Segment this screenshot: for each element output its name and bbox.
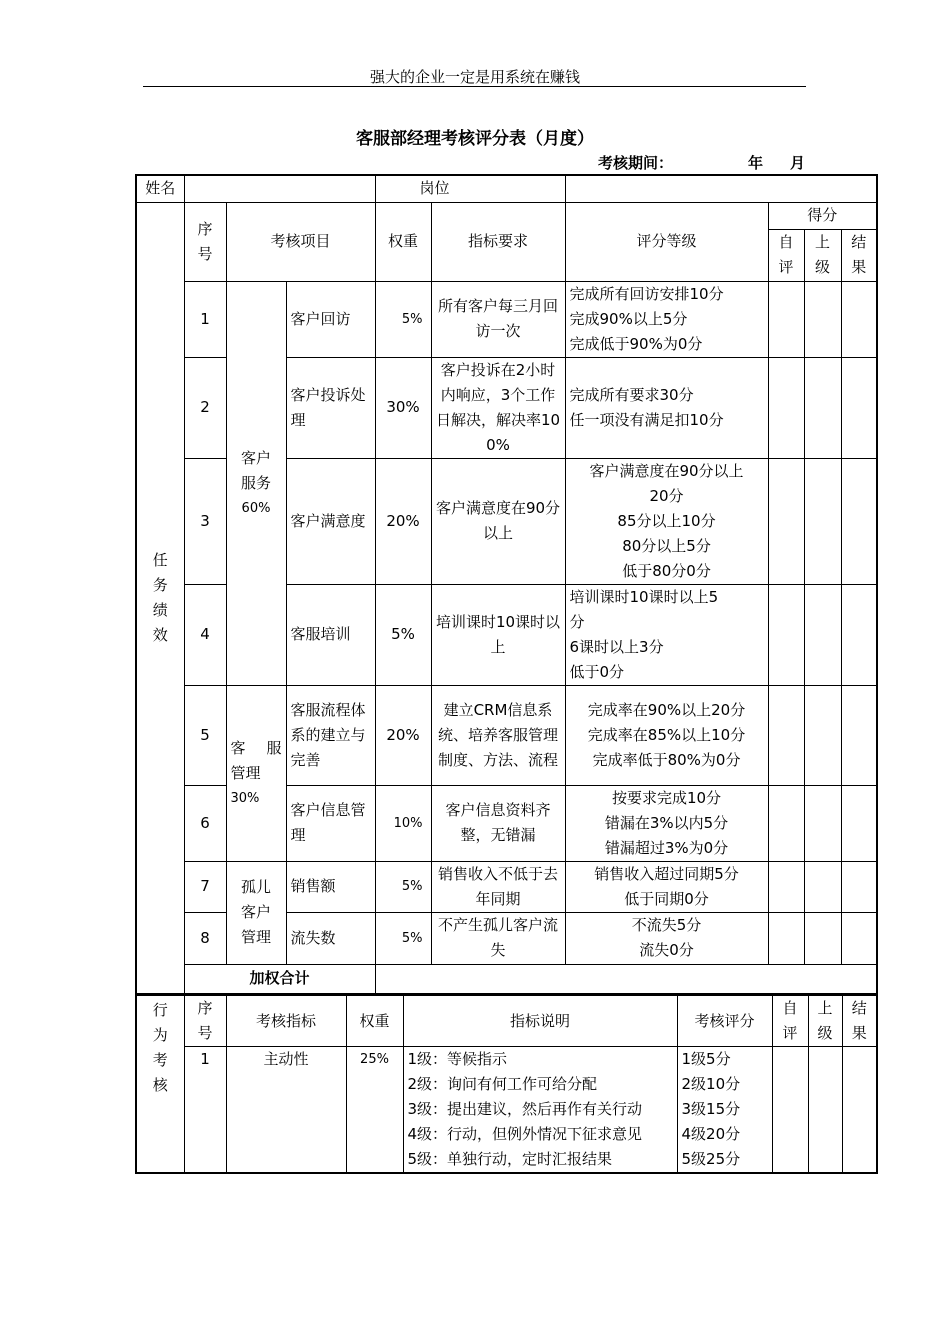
supervisor-cell[interactable] xyxy=(804,785,841,861)
grade-header: 评分等级 xyxy=(565,202,768,281)
row-weight: 5% xyxy=(375,912,431,964)
row-item: 流失数 xyxy=(286,912,375,964)
name-field[interactable] xyxy=(184,175,375,202)
row-grade: 培训课时10课时以上5 分 6课时以上3分 低于0分 xyxy=(565,584,768,685)
row-weight: 10% xyxy=(375,785,431,861)
requirement-header: 指标要求 xyxy=(431,202,565,281)
result-cell[interactable] xyxy=(841,685,877,785)
period-month: 月 xyxy=(790,154,806,172)
supervisor-cell[interactable] xyxy=(804,861,841,912)
page-header-text: 强大的企业一定是用系统在赚钱 xyxy=(369,68,580,86)
row-item: 客户回访 xyxy=(286,281,375,357)
result-cell[interactable] xyxy=(841,785,877,861)
seq-header: 序 号 xyxy=(184,996,226,1047)
row-seq: 8 xyxy=(184,912,226,964)
supervisor-header: 上 级 xyxy=(804,229,841,281)
row-grade: 完成所有要求30分 任一项没有满足扣10分 xyxy=(565,357,768,458)
header-divider xyxy=(143,86,806,87)
table-row xyxy=(136,1047,877,1174)
supervisor-header: 上 级 xyxy=(808,996,842,1047)
behavior-section-label: 行 为 考 核 xyxy=(136,996,184,1174)
row-requirement: 客户满意度在90分以上 xyxy=(431,458,565,584)
result-header: 结 果 xyxy=(842,996,877,1047)
row-description: 1级：等候指示 2级：询问有何工作可给分配 3级：提出建议，然后再作有关行动 4级：行动，但例外情况下征求意见 5级：单独行动，定时汇报结果 xyxy=(403,1047,677,1174)
result-cell[interactable] xyxy=(841,281,877,357)
row-item: 客户满意度 xyxy=(286,458,375,584)
table-row xyxy=(136,685,877,785)
period-year: 年 xyxy=(748,154,764,172)
row-seq: 6 xyxy=(184,785,226,861)
row-weight: 30% xyxy=(375,357,431,458)
result-cell[interactable] xyxy=(841,458,877,584)
row-grade: 完成率在90%以上20分 完成率在85%以上10分 完成率低于80%为0分 xyxy=(565,685,768,785)
table-row xyxy=(136,861,877,912)
row-item: 客服培训 xyxy=(286,584,375,685)
row-seq: 5 xyxy=(184,685,226,785)
row-item: 客服流程体系的建立与完善 xyxy=(286,685,375,785)
self-eval-cell[interactable] xyxy=(768,912,804,964)
supervisor-cell[interactable] xyxy=(804,458,841,584)
row-requirement: 客户投诉在2小时内响应，3个工作日解决，解决率100% xyxy=(431,357,565,458)
row-weight: 25% xyxy=(346,1047,403,1174)
row-weight: 5% xyxy=(375,281,431,357)
self-eval-cell[interactable] xyxy=(768,685,804,785)
row-requirement: 所有客户每三月回访一次 xyxy=(431,281,565,357)
row-requirement: 销售收入不低于去年同期 xyxy=(431,861,565,912)
indicator-header: 考核指标 xyxy=(226,996,346,1047)
row-requirement: 建立CRM信息系统、培养客服管理制度、方法、流程 xyxy=(431,685,565,785)
result-cell[interactable] xyxy=(841,357,877,458)
row-weight: 5% xyxy=(375,861,431,912)
supervisor-cell[interactable] xyxy=(804,912,841,964)
post-label: 岗位 xyxy=(375,175,565,202)
weighted-total-label: 加权合计 xyxy=(184,964,375,994)
supervisor-cell[interactable] xyxy=(804,584,841,685)
weight-header: 权重 xyxy=(346,996,403,1047)
self-eval-cell[interactable] xyxy=(772,1047,808,1174)
row-seq: 7 xyxy=(184,861,226,912)
evaluation-form xyxy=(135,174,876,1169)
behavior-table xyxy=(135,995,878,1174)
row-grade: 销售收入超过同期5分 低于同期0分 xyxy=(565,861,768,912)
row-grade: 不流失5分 流失0分 xyxy=(565,912,768,964)
row-requirement: 不产生孤儿客户流失 xyxy=(431,912,565,964)
description-header: 指标说明 xyxy=(403,996,677,1047)
result-cell[interactable] xyxy=(841,861,877,912)
row-seq: 1 xyxy=(184,281,226,357)
item-header: 考核项目 xyxy=(226,202,375,281)
row-item: 销售额 xyxy=(286,861,375,912)
row-grade: 客户满意度在90分以上 20分 85分以上10分 80分以上5分 低于80分0分 xyxy=(565,458,768,584)
group-orphan-customer: 孤儿 客户 管理 xyxy=(226,861,286,964)
row-grade: 完成所有回访安排10分 完成90%以上5分 完成低于90%为0分 xyxy=(565,281,768,357)
row-rating: 1级5分 2级10分 3级15分 4级20分 5级25分 xyxy=(677,1047,772,1174)
self-eval-cell[interactable] xyxy=(768,458,804,584)
rating-header: 考核评分 xyxy=(677,996,772,1047)
supervisor-cell[interactable] xyxy=(804,281,841,357)
task-section-label: 任 务 绩 效 xyxy=(136,202,184,994)
seq-header: 序 号 xyxy=(184,202,226,281)
row-seq: 2 xyxy=(184,357,226,458)
self-eval-cell[interactable] xyxy=(768,584,804,685)
row-weight: 20% xyxy=(375,685,431,785)
self-eval-cell[interactable] xyxy=(768,861,804,912)
total-row xyxy=(136,964,877,994)
result-cell[interactable] xyxy=(841,912,877,964)
group-customer-service: 客户 服务 60% xyxy=(226,281,286,685)
self-eval-header: 自 评 xyxy=(772,996,808,1047)
row-item: 客户投诉处理 xyxy=(286,357,375,458)
info-row xyxy=(136,175,877,202)
row-indicator: 主动性 xyxy=(226,1047,346,1174)
behavior-header-row xyxy=(136,996,877,1047)
table-row xyxy=(136,281,877,357)
post-field[interactable] xyxy=(565,175,877,202)
task-header-row-1 xyxy=(136,202,877,229)
name-label: 姓名 xyxy=(136,175,184,202)
row-item: 客户信息管理 xyxy=(286,785,375,861)
supervisor-cell[interactable] xyxy=(804,357,841,458)
result-cell[interactable] xyxy=(841,584,877,685)
row-seq: 1 xyxy=(184,1047,226,1174)
weight-header: 权重 xyxy=(375,202,431,281)
row-grade: 按要求完成10分 错漏在3%以内5分 错漏超过3%为0分 xyxy=(565,785,768,861)
score-header: 得分 xyxy=(768,202,877,229)
supervisor-cell[interactable] xyxy=(804,685,841,785)
document-title: 客服部经理考核评分表（月度） xyxy=(356,129,594,149)
weighted-total-value[interactable] xyxy=(375,964,877,994)
row-requirement: 客户信息资料齐整，无错漏 xyxy=(431,785,565,861)
self-eval-cell[interactable] xyxy=(768,785,804,861)
row-seq: 4 xyxy=(184,584,226,685)
result-header: 结 果 xyxy=(841,229,877,281)
group-service-management: 客 服 管理 30% xyxy=(226,685,286,861)
self-eval-cell[interactable] xyxy=(768,281,804,357)
period-label: 考核期间： xyxy=(598,154,674,172)
self-eval-cell[interactable] xyxy=(768,357,804,458)
self-eval-header: 自 评 xyxy=(768,229,804,281)
row-weight: 5% xyxy=(375,584,431,685)
row-weight: 20% xyxy=(375,458,431,584)
supervisor-cell[interactable] xyxy=(808,1047,842,1174)
row-requirement: 培训课时10课时以上 xyxy=(431,584,565,685)
task-table xyxy=(135,174,878,995)
row-seq: 3 xyxy=(184,458,226,584)
result-cell[interactable] xyxy=(842,1047,877,1174)
